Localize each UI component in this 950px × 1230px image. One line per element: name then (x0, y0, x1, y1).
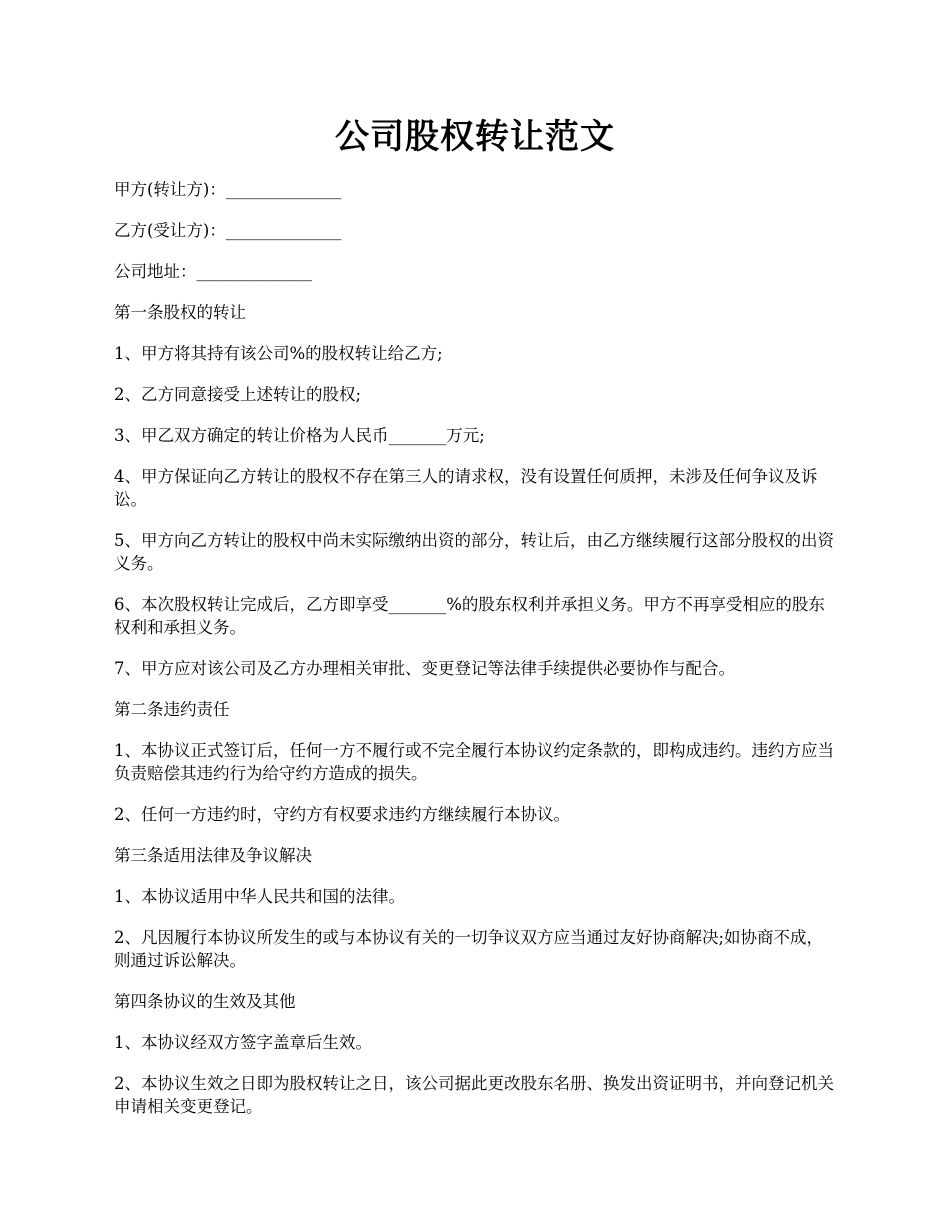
document-body (114, 178, 838, 1136)
clause-4-1: 1、本协议经双方签字盖章后生效。 (114, 1033, 372, 1052)
clause-1-2: 2、乙方同意接受上述转让的股权; (114, 385, 362, 404)
section-heading-2: 第二条违约责任 (114, 700, 230, 719)
clause-3-2: 2、凡因履行本协议所发生的或与本协议有关的一切争议双方应当通过友好协商解决;如协商不成，则通过诉讼解决。 (114, 928, 824, 970)
clause-1-4: 4、甲方保证向乙方转让的股权不存在第三人的请求权，没有设置任何质押，未涉及任何争议及诉讼。 (114, 467, 818, 509)
section-heading-3: 第三条适用法律及争议解决 (114, 846, 312, 865)
clause-1-7: 7、甲方应对该公司及乙方办理相关审批、变更登记等法律手续提供必要协作与配合。 (114, 659, 735, 678)
party-a-line: 甲方(转让方)：______________ (114, 180, 342, 199)
clause-3-1: 1、本协议适用中华人民共和国的法律。 (114, 887, 405, 906)
clause-4-2: 2、本协议生效之日即为股权转让之日，该公司据此更改股东名册、换发出资证明书，并向登记机关申请相关变更登记。 (114, 1074, 834, 1116)
clause-1-5: 5、甲方向乙方转让的股权中尚未实际缴纳出资的部分，转让后，由乙方继续履行这部分股权的出资义务。 (114, 531, 834, 573)
clause-1-3: 3、甲乙双方确定的转让价格为人民币_______万元; (114, 426, 485, 445)
clause-1-6: 6、本次股权转让完成后，乙方即享受_______%的股东权利并承担义务。甲方不再享受相应的股东权利和承担义务。 (114, 595, 825, 637)
clause-2-1: 1、本协议正式签订后，任何一方不履行或不完全履行本协议约定条款的，即构成违约。违约方应当负责赔偿其违约行为给守约方造成的损失。 (114, 741, 834, 783)
clause-2-2: 2、任何一方违约时，守约方有权要求违约方继续履行本协议。 (114, 805, 570, 824)
section-heading-4: 第四条协议的生效及其他 (114, 992, 296, 1011)
document-title: 公司股权转让范文 (335, 117, 615, 157)
company-address-line: 公司地址：______________ (114, 262, 312, 281)
clause-1-1: 1、甲方将其持有该公司%的股权转让给乙方; (114, 344, 443, 363)
section-heading-1: 第一条股权的转让 (114, 303, 246, 322)
party-b-line: 乙方(受让方)：______________ (114, 221, 342, 240)
